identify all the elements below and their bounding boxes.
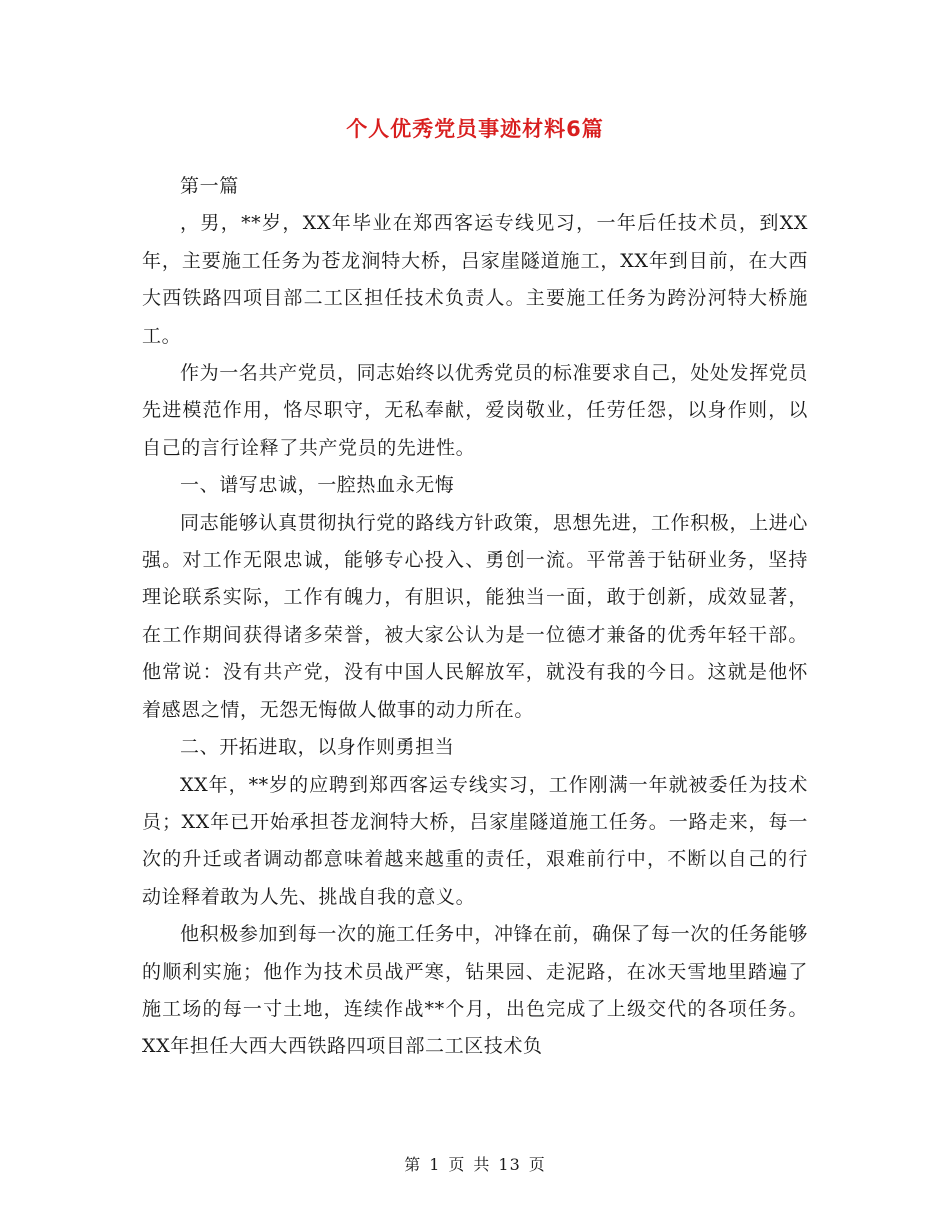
footer-total-pages: 13 <box>498 1155 521 1174</box>
footer-label-end: 页 <box>528 1155 546 1174</box>
paragraph: 他积极参加到每一次的施工任务中，冲锋在前，确保了每一次的任务能够的顺利实施；他作为技术员战严寒，钻果园、走泥路，在冰天雪地里踏遍了施工场的每一寸土地，连续作战**个月，出色完成了上级交代的各项任务。XX年担任大西大西铁路四项目部二工区技术负 <box>142 923 808 1058</box>
document-body <box>142 168 808 1066</box>
paragraph: ，男，**岁，XX年毕业在郑西客运专线见习，一年后任技术员，到XX年，主要施工任务为苍龙涧特大桥，吕家崖隧道施工，XX年到目前，在大西大西铁路四项目部二工区担任技术负责人。主要施工任务为跨汾河特大桥施工。 <box>142 212 808 347</box>
section-heading: 一、谱写忠诚，一腔热血永无悔 <box>180 474 455 497</box>
document-title: 个人优秀党员事迹材料6篇 <box>346 117 604 141</box>
section-heading: 二、开拓进取，以身作则勇担当 <box>180 736 455 759</box>
paragraph: XX年，**岁的应聘到郑西客运专线实习，工作刚满一年就被委任为技术员；XX年已开始承担苍龙涧特大桥，吕家崖隧道施工任务。一路走来，每一次的升迁或者调动都意味着越来越重的责任，艰难前行中，不断以自己的行动诠释着敢为人先、挑战自我的意义。 <box>142 773 808 908</box>
paragraph: 同志能够认真贯彻执行党的路线方针政策，思想先进，工作积极，上进心强。对工作无限忠诚，能够专心投入、勇创一流。平常善于钻研业务，坚持理论联系实际，工作有魄力，有胆识，能独当一面，敢于创新，成效显著，在工作期间获得诸多荣誉，被大家公认为是一位德才兼备的优秀年轻干部。他常说：没有共产党，没有中国人民解放军，就没有我的今日。这就是他怀着感恩之情，无怨无悔做人做事的动力所在。 <box>142 511 808 721</box>
footer-current-page: 1 <box>429 1155 441 1174</box>
page-footer <box>0 1152 950 1175</box>
footer-label-total: 共 <box>473 1155 491 1174</box>
footer-label-page: 第 <box>404 1155 422 1174</box>
section-heading: 第一篇 <box>180 175 239 197</box>
paragraph: 作为一名共产党员，同志始终以优秀党员的标准要求自己，处处发挥党员先进模范作用，恪尽职守，无私奉献，爱岗敬业，任劳任怨，以身作则，以自己的言行诠释了共产党员的先进性。 <box>142 362 808 459</box>
footer-label-mid: 页 <box>448 1155 466 1174</box>
